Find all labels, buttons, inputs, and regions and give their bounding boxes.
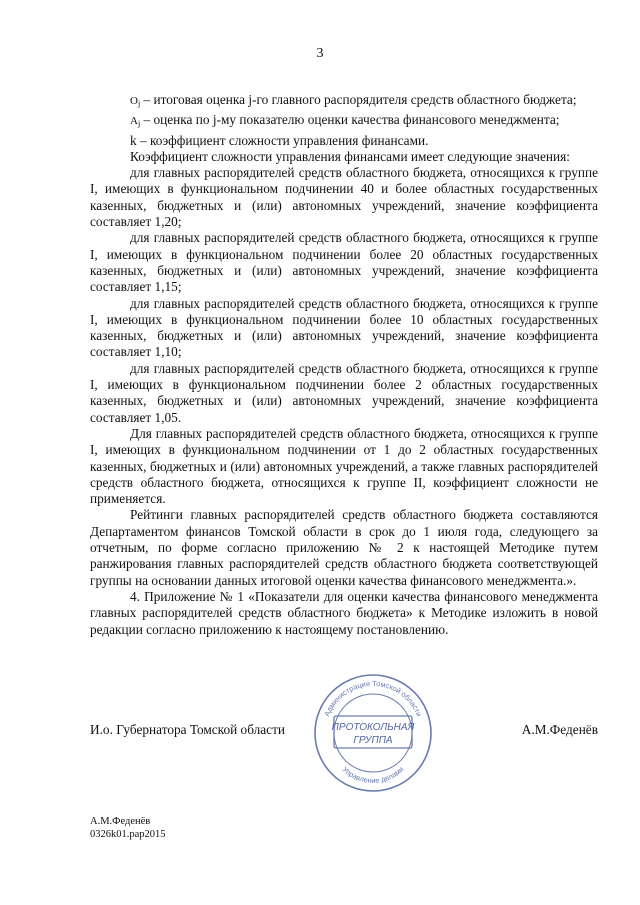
symbol-a: A bbox=[130, 115, 138, 128]
paragraph: для главных распорядителей средств областного бюджета, относящихся к группе I, имеющих в функциональном подчинении 40 и более областных государственных казенных, бюджетных и (или) автономных учреждений, значение коэффициента составляет 1,20; bbox=[90, 165, 598, 230]
seal-bottom-text: Управление делами bbox=[340, 764, 406, 786]
subscript-a: j bbox=[137, 119, 141, 129]
definition-a-text: – оценка по j-му показателю оценки качества финансового менеджмента; bbox=[140, 112, 560, 128]
signer-position: И.о. Губернатора Томской области bbox=[90, 722, 286, 737]
footer-file: 0326k01.pap2015 bbox=[90, 829, 166, 840]
seal-ring-text: Администрация Томской области bbox=[322, 678, 424, 718]
footer-note bbox=[90, 815, 166, 841]
stamp-line-2: ГРУППА bbox=[353, 735, 393, 746]
definition-o bbox=[90, 92, 598, 112]
paragraph: для главных распорядителей средств областного бюджета, относящихся к группе I, имеющих в функциональном подчинении более 20 областных государственных казенных, бюджетных и (или) автономных учреждений, значение коэффициента составляет 1,15; bbox=[90, 230, 598, 295]
seal-inner-ring bbox=[334, 694, 412, 772]
definition-o-text: – итоговая оценка j-го главного распорядителя средств областного бюджета; bbox=[140, 92, 577, 107]
seal-outer-ring bbox=[315, 675, 431, 791]
paragraph: Рейтинги главных распорядителей средств областного бюджета составляются Департаментом финансов Томской области в срок до 1 июля года, следующего за отчетным, по форме согласно приложению № 2 к настоящей Методике путем ранжирования главных распорядителей средств областного бюджета соответствующей группы на основании данных итоговой оценки качества финансового менеджмента.». bbox=[90, 507, 598, 588]
stamp-line-1: ПРОТОКОЛЬНАЯ bbox=[331, 722, 415, 733]
symbol-o: O bbox=[130, 95, 138, 107]
paragraph: Для главных распорядителей средств областного бюджета, относящихся к группе I, имеющих в функциональном подчинении от 1 до 2 областных государственных казенных, бюджетных и (или) автономных учреждений, а также главных распорядителей средств областного бюджета, относящихся к группе II, коэффициент сложности не применяется. bbox=[90, 425, 598, 507]
subscript-o: j bbox=[137, 99, 141, 108]
definition-k: k – коэффициент сложности управления финансами. bbox=[130, 132, 429, 148]
footer-author: А.М.Феденёв bbox=[90, 816, 151, 827]
official-seal bbox=[312, 672, 434, 794]
paragraph: 4. Приложение № 1 «Показатели для оценки качества финансового менеджмента главных распорядителей средств областного бюджета» к Методике изложить в новой редакции согласно приложению к настоящему постановлению. bbox=[90, 588, 598, 637]
definition-a bbox=[90, 112, 598, 132]
page-number: 3 bbox=[316, 46, 324, 61]
paragraph: для главных распорядителей средств областного бюджета, относящихся к группе I, имеющих в функциональном подчинении более 10 областных государственных казенных, бюджетных и (или) автономных учреждений, значение коэффициента составляет 1,10; bbox=[90, 295, 598, 360]
document-body bbox=[90, 92, 598, 638]
signer-name: А.М.Феденёв bbox=[521, 722, 598, 737]
paragraph: Коэффициент сложности управления финансами имеет следующие значения: bbox=[130, 148, 570, 164]
paragraph: для главных распорядителей средств областного бюджета, относящихся к группе I, имеющих в функциональном подчинении более 2 областных государственных казенных, бюджетных и (или) автономных учреждений, значение коэффициента составляет 1,05. bbox=[90, 360, 598, 425]
